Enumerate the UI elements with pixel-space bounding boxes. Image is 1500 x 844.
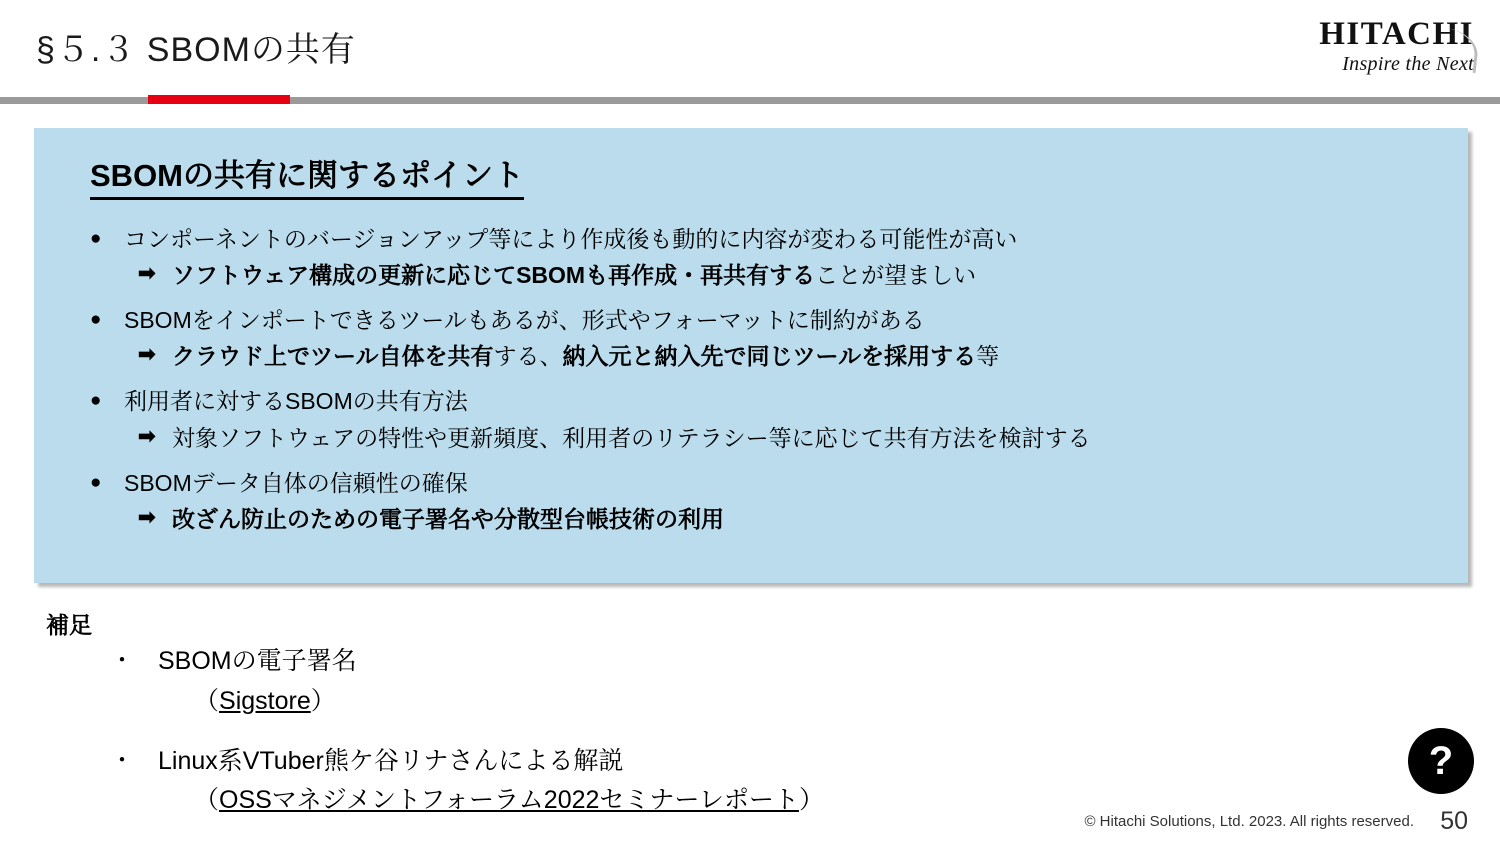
list-item-label: Linux系VTuber熊ケ谷リナさんによる解説 — [158, 746, 624, 775]
sub-bullet-item — [90, 422, 1420, 454]
arrow-right-icon: ➡ — [138, 343, 156, 367]
bullet-group — [90, 386, 1420, 453]
sub-bullet-tail: ことが望ましい — [815, 262, 977, 289]
panel-title: SBOMの共有に関するポイント — [90, 157, 524, 200]
bullet-item — [90, 305, 1420, 336]
supplement-heading: 補足 — [46, 612, 92, 638]
sub-bullet-emphasis: ソフトウェア構成の更新に応じてSBOMも再作成・再共有する — [172, 262, 816, 289]
bullet-text: 利用者に対するSBOMの共有方法 — [124, 388, 468, 415]
paren-open: （ — [194, 686, 220, 715]
paren-close: ） — [310, 686, 336, 715]
list-item-body — [158, 645, 1310, 719]
bullet-marker-icon: ● — [90, 228, 102, 249]
sub-bullet-item — [90, 259, 1420, 291]
page-title: §５.３ SBOMの共有 — [36, 31, 356, 69]
sub-bullet-text: 改ざん防止のための電子署名や分散型台帳技術の利用 — [172, 505, 724, 532]
sub-bullet-emphasis-2: 納入元と納入先で同じツールを採用する — [562, 343, 977, 370]
logo-tagline: Inspire the Next — [1342, 53, 1474, 75]
arrow-right-icon: ➡ — [138, 505, 156, 529]
link-oss-forum-report[interactable]: OSSマネジメントフォーラム2022セミナーレポート — [219, 786, 799, 815]
sub-bullet-item — [90, 503, 1420, 535]
header-accent-bar — [148, 95, 290, 104]
sub-bullet-item — [90, 340, 1420, 372]
bullet-marker-icon: ● — [90, 471, 102, 493]
link-sigstore[interactable]: Sigstore — [219, 686, 311, 715]
bullet-text: SBOMデータ自体の信頼性の確保 — [124, 469, 468, 496]
paren-close: ） — [798, 786, 824, 815]
bullet-group — [90, 305, 1420, 372]
list-marker-icon: ・ — [110, 746, 134, 774]
list-item-label: SBOMの電子署名 — [158, 647, 357, 675]
copyright-text: © Hitachi Solutions, Ltd. 2023. All rights reserved. — [1084, 813, 1414, 830]
sub-bullet-text — [172, 259, 1420, 291]
paren-open: （ — [194, 786, 220, 815]
page-number: 50 — [1440, 807, 1468, 835]
bullet-item — [90, 468, 1420, 499]
list-marker-icon: ・ — [110, 647, 134, 674]
bullet-group — [90, 224, 1420, 291]
arrow-right-icon: ➡ — [138, 424, 156, 448]
sub-bullet-emphasis: クラウド上でツール自体を共有 — [172, 343, 494, 370]
list-item — [110, 745, 1310, 819]
sub-bullet-mid: する、 — [493, 343, 563, 370]
list-item-body — [158, 745, 1310, 819]
sub-bullet-text — [172, 340, 1420, 372]
list-item — [110, 645, 1310, 719]
key-points-panel — [34, 128, 1468, 583]
bullet-marker-icon: ● — [90, 309, 102, 331]
sub-bullet-tail: 等 — [976, 343, 1000, 370]
logo-wordmark: HITACHI — [1319, 16, 1474, 52]
bullet-marker-icon: ● — [90, 390, 102, 412]
hitachi-logo — [1319, 18, 1474, 74]
list-item-reference — [158, 685, 1310, 719]
arrow-right-icon: ➡ — [138, 262, 156, 286]
bullet-list — [90, 224, 1420, 549]
help-button[interactable]: ? — [1408, 728, 1474, 794]
bullet-text: SBOMをインポートできるツールもあるが、形式やフォーマットに制約がある — [124, 307, 925, 334]
bullet-text: コンポーネントのバージョンアップ等により作成後も動的に内容が変わる可能性が高い — [124, 226, 1018, 252]
bullet-item — [90, 224, 1420, 255]
sub-bullet-text: 対象ソフトウェアの特性や更新頻度、利用者のリテラシー等に応じて共有方法を検討する — [172, 424, 1091, 451]
bullet-group — [90, 468, 1420, 535]
bullet-item — [90, 386, 1420, 417]
